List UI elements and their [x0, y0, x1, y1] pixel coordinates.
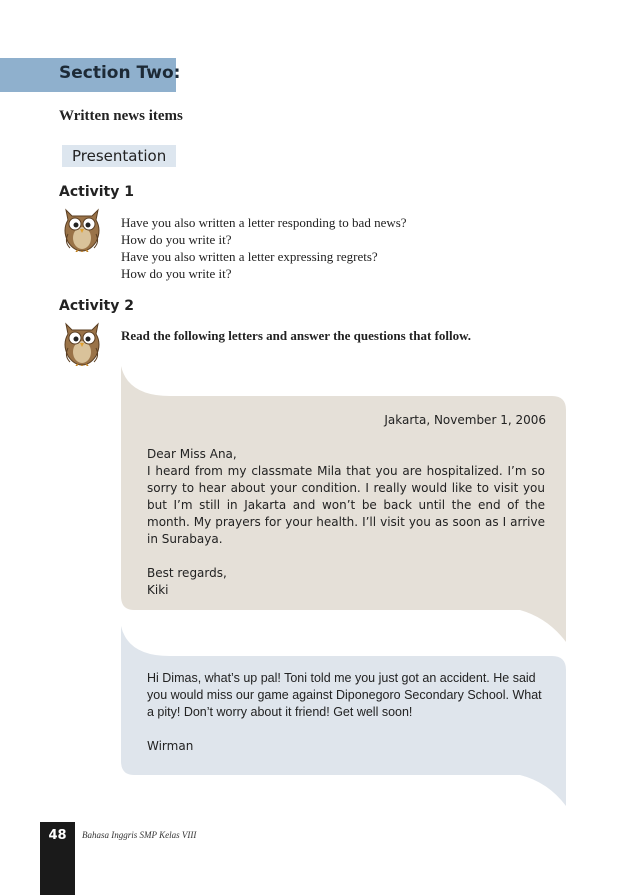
section-title: Section Two:: [59, 63, 181, 83]
question-line: How do you write it?: [121, 232, 232, 247]
letter-2-body: Hi Dimas, what’s up pal! Toni told me you just got an accident. He said you would miss our game against Diponegoro Secondary School. What a pity! Don’t worry about it friend! Get well soon!: [147, 671, 542, 719]
letter-1-closing: Best regards,: [147, 566, 227, 580]
letter-1-signature: Kiki: [147, 583, 169, 597]
question-line: Have you also written a letter expressing regrets?: [121, 249, 378, 264]
presentation-label: Presentation: [72, 147, 167, 165]
letter-1-date: Jakarta, November 1, 2006: [384, 413, 546, 427]
page-number: 48: [48, 828, 67, 843]
letter-1-greeting: Dear Miss Ana,: [147, 447, 237, 461]
activity-1-heading: Activity 1: [59, 184, 134, 200]
question-line: Have you also written a letter responding to bad news?: [121, 215, 407, 230]
letter-1: [147, 446, 545, 599]
question-line: How do you write it?: [121, 266, 232, 281]
activity-2-heading: Activity 2: [59, 298, 134, 314]
letter-2: [147, 670, 545, 755]
letter-2-signature: Wirman: [147, 739, 194, 753]
section-subtitle: Written news items: [59, 108, 183, 124]
activity-2-instruction: Read the following letters and answer the questions that follow.: [121, 328, 472, 343]
letter-1-body: I heard from my classmate Mila that you are hospitalized. I’m so sorry to hear about your condition. I really would like to visit you but I’m still in Jakarta and won’t be back until the end of the month. My prayers for your health. I’ll visit you as soon as I arrive in Surabaya.: [147, 464, 545, 546]
book-title: Bahasa Inggris SMP Kelas VIII: [82, 830, 197, 840]
